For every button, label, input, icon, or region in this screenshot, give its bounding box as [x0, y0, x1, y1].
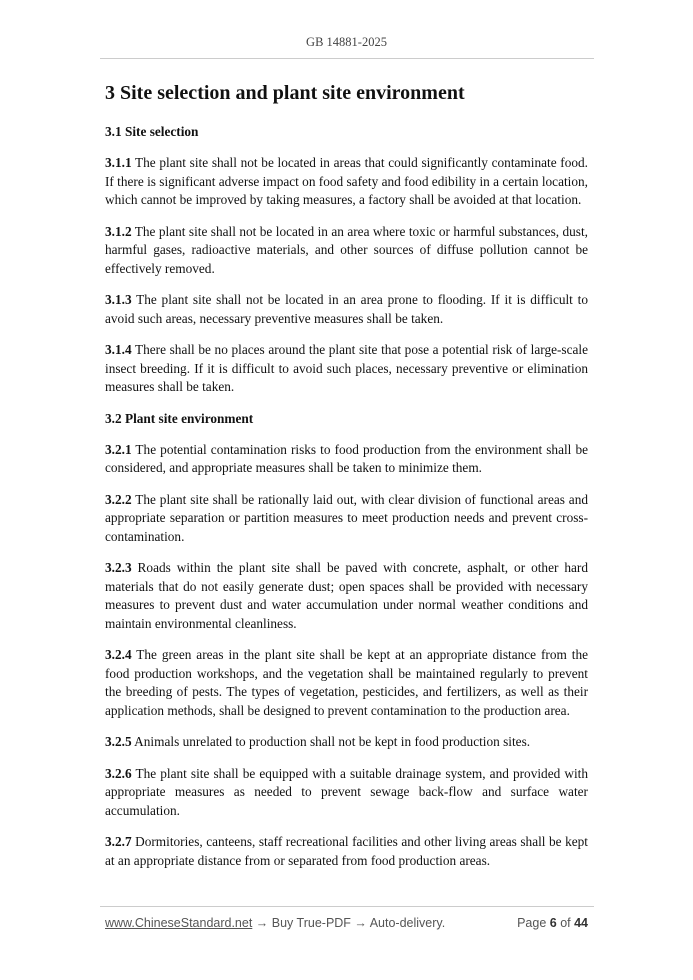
clause-number: 3.1.4	[105, 342, 132, 357]
footer-divider	[100, 906, 594, 907]
clause-text: The plant site shall not be located in areas that could significantly contaminate food. If there is significant adverse impact on food safety and food edibility in a certain location, which cannot be improved by taking measures, a factory shall be avoided at that location.	[105, 155, 588, 207]
clause-text: There shall be no places around the plant site that pose a potential risk of large-scale insect breeding. If it is difficult to avoid such places, necessary preventive or elimination measures shall be taken.	[105, 342, 588, 394]
clause-number: 3.2.7	[105, 834, 132, 849]
clause-text: Animals unrelated to production shall not be kept in food production sites.	[131, 734, 531, 749]
clause	[105, 441, 588, 478]
clause-text: The plant site shall be rationally laid out, with clear division of functional areas and appropriate separation or partition measures to meet production needs and prevent cross-contamination.	[105, 491, 588, 544]
document-body	[105, 81, 588, 883]
clause	[105, 733, 588, 752]
section-heading: 3.1 Site selection	[105, 124, 199, 139]
page-indicator	[517, 916, 588, 930]
clause-number: 3.2.3	[105, 560, 132, 575]
clause-number: 3.2.1	[105, 441, 132, 457]
chapter-title: 3 Site selection and plant site environment	[105, 82, 465, 104]
clause-text: The potential contamination risks to food production from the environment shall be considered, and appropriate measures shall be taken to minimize them.	[105, 441, 588, 475]
footer-promo-text: → Buy True-PDF → Auto-delivery.	[252, 916, 446, 930]
clause	[105, 646, 588, 720]
clause	[105, 223, 588, 279]
page-total: 44	[574, 916, 588, 930]
clause-text: The green areas in the plant site shall be kept at an appropriate distance from the food production workshops, and the vegetation shall be maintained regularly to prevent the breeding of pests. The types of vegetation, pesticides, and fertilizers, as well as their application methods, shall be designed to prevent contamination to the production area.	[105, 647, 588, 718]
clause	[105, 833, 588, 870]
header-divider	[100, 58, 594, 59]
clause	[105, 341, 588, 397]
clause-text: Roads within the plant site shall be paved with concrete, asphalt, or other hard materials that do not easily generate dust; open spaces shall be provided with necessary measures to prevent dust and water accumulation under normal weather conditions and maintain environmental cleanliness.	[105, 560, 588, 631]
clause	[105, 291, 588, 328]
clause-text: The plant site shall not be located in an area where toxic or harmful substances, dust, harmful gases, radioactive materials, and other sources of diffuse pollution cannot be effectively removed.	[105, 223, 588, 276]
website-link[interactable]: www.ChineseStandard.net	[105, 916, 253, 930]
page-number: 6	[549, 916, 557, 930]
footer	[105, 916, 588, 930]
clause	[105, 154, 588, 210]
clause-number: 3.1.3	[105, 292, 132, 307]
of-label: of	[556, 916, 575, 930]
clause-number: 3.2.5	[105, 734, 132, 749]
section-heading: 3.2 Plant site environment	[105, 410, 254, 426]
clause	[105, 559, 588, 633]
clause-number: 3.2.2	[105, 491, 132, 507]
running-header: GB 14881-2025	[306, 35, 387, 49]
page-label: Page	[517, 916, 550, 930]
sections	[105, 123, 588, 870]
clause-number: 3.2.6	[105, 765, 132, 781]
clause	[105, 765, 588, 821]
clause	[105, 491, 588, 547]
clause-text: The plant site shall not be located in an area prone to flooding. If it is difficult to avoid such areas, necessary preventive measures shall be taken.	[105, 292, 588, 326]
clause-number: 3.2.4	[105, 647, 132, 662]
footer-promo	[105, 916, 445, 930]
clause-text: The plant site shall be equipped with a suitable drainage system, and provided with appropriate measures as needed to prevent sewage back-flow and surface water accumulation.	[105, 765, 588, 818]
clause-text: Dormitories, canteens, staff recreational facilities and other living areas shall be kept at an appropriate distance from or separated from food production areas.	[105, 834, 588, 868]
clause-number: 3.1.1	[105, 155, 132, 170]
clause-number: 3.1.2	[105, 223, 132, 239]
